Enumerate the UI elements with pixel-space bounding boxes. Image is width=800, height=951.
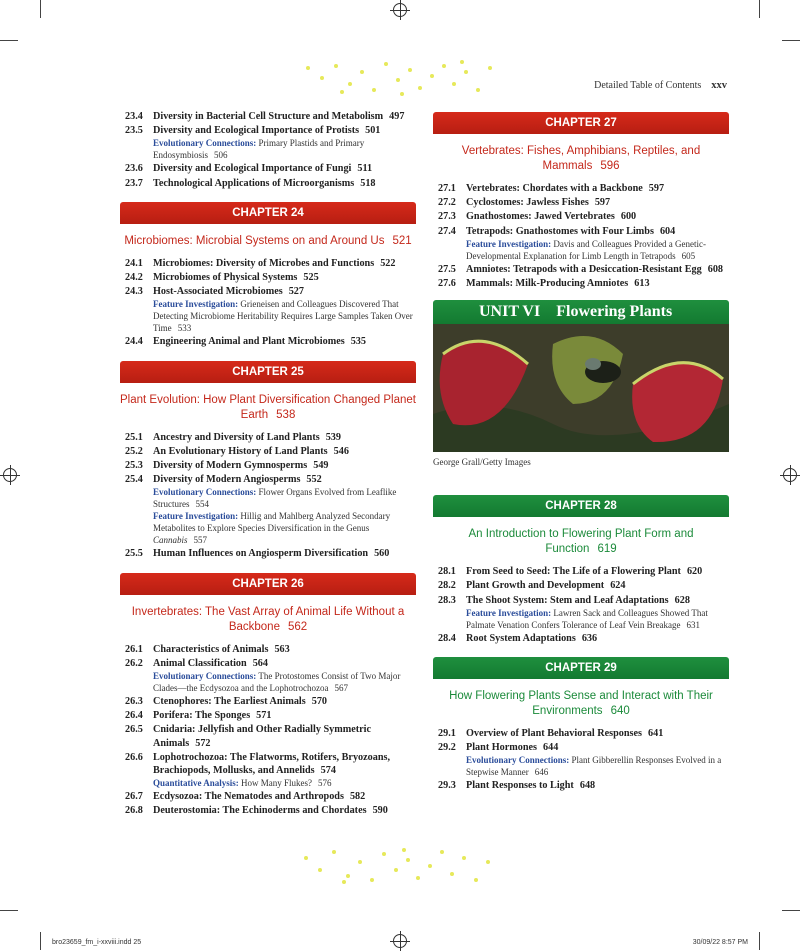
toc-entry[interactable]: 29.2 Plant Hormones 644 Evolutionary Connections: Plant Gibberellin Responses Evolved in a Stepwise Manner 646 [433,741,729,778]
page-number: xxv [711,80,727,91]
toc-entry[interactable]: 23.4 Diversity in Bacterial Cell Structure and Metabolism 497 [125,111,405,122]
chapter-27-title[interactable]: Vertebrates: Fishes, Amphibians, Reptiles, and Mammals 596 [461,145,701,172]
chapter-27-banner: CHAPTER 27 [433,112,729,134]
venus-flytrap-photo [433,324,729,452]
toc-entry[interactable]: 27.6 Mammals: Milk-Producing Amniotes 613 [438,278,650,290]
toc-entry[interactable]: 28.2 Plant Growth and Development 624 [438,580,626,592]
toc-entry[interactable]: 27.5 Amniotes: Tetrapods with a Desiccation-Resistant Egg 608 [438,263,724,275]
toc-entry[interactable]: 28.1 From Seed to Seed: The Life of a Flowering Plant 620 [438,566,703,578]
toc-entry[interactable]: 26.6 Lophotrochozoa: The Flatworms, Rotifers, Bryozoans, Brachiopods, Mollusks, and Annelids 574 Quantitative Analysis: How Many Flukes? 576 [120,751,416,789]
toc-entry[interactable]: 28.4 Root System Adaptations 636 [438,632,598,644]
toc-entry[interactable]: 23.5 Diversity and Ecological Importance of Protists 501 Evolutionary Connections: Primary Plastids and Primary Endosymbiosis 506 [120,124,416,161]
toc-entry[interactable]: 26.7 Ecdysozoa: The Nematodes and Arthropods 582 [125,791,366,803]
chapter-29-title[interactable]: How Flowering Plants Sense and Interact with Their Environments 640 [449,690,713,718]
toc-subentry: Evolutionary Connections: Primary Plastids and Primary Endosymbiosis 506 [153,138,365,161]
running-title: Detailed Table of Contents [594,80,702,91]
toc-entry[interactable]: 25.2 An Evolutionary History of Land Plants 546 [125,445,349,457]
toc-entry[interactable]: 28.3 The Shoot System: Stem and Leaf Adaptations 628 Feature Investigation: Lawren Sack and Colleagues Showed That Palmate Venation Confers Tolerance of Leaf Vein Breakage 631 [433,594,729,631]
toc-subentry: Quantitative Analysis: How Many Flukes? 576 [153,778,332,789]
toc-entry[interactable]: 26.4 Porifera: The Sponges 571 [125,710,272,722]
toc-entry[interactable]: 26.3 Ctenophores: The Earliest Animals 570 [125,696,328,708]
toc-entry[interactable]: 25.1 Ancestry and Diversity of Land Plants 539 [125,431,341,443]
toc-entry[interactable]: 24.4 Engineering Animal and Plant Microbiomes 535 [125,336,366,348]
toc-entry[interactable]: 26.8 Deuterostomia: The Echinoderms and Chordates 590 [125,805,388,817]
toc-entry[interactable]: 26.5 Cnidaria: Jellyfish and Other Radially Symmetric Animals 572 [125,724,371,749]
toc-entry[interactable]: 27.1 Vertebrates: Chordates with a Backbone 597 [438,183,665,194]
photo-caption: George Grall/Getty Images [433,457,531,468]
decorative-dots-bottom [298,846,498,886]
toc-entry[interactable]: 27.2 Cyclostomes: Jawless Fishes 597 [438,197,611,209]
toc-subentry: Evolutionary Connections: Flower Organs Evolved from Leaflike Structures 554 [153,487,397,510]
toc-entry[interactable]: 27.3 Gnathostomes: Jawed Vertebrates 600 [438,211,637,223]
toc-subentry: Evolutionary Connections: The Protostomes Consist of Two Major Clades—the Ecdysozoa and the Lophotrochozoa 567 [153,671,401,694]
chapter-28-title[interactable]: An Introduction to Flowering Plant Form and Function 619 [468,528,694,556]
chapter-25-title[interactable]: Plant Evolution: How Plant Diversification Changed Planet Earth 538 [120,393,416,421]
toc-entry[interactable]: 25.3 Diversity of Modern Gymnosperms 549 [125,460,329,472]
unit-number: UNIT VI [479,303,541,321]
toc-subentry: Feature Investigation: Grieneisen and Colleagues Discovered That Detecting Microbiome Heritability Requires Large Samples Taken Over Time 533 [153,299,413,334]
toc-entry[interactable]: 27.4 Tetrapods: Gnathostomes with Four Limbs 604 Feature Investigation: Davis and Colleagues Provided a Genetic-Developmental Explanation for Limb Length in Tetrapods 605 [433,225,729,262]
footer-date: 30/09/22 8:57 PM [692,939,748,946]
toc-entry[interactable]: 24.3 Host-Associated Microbiomes 527 Feature Investigation: Grieneisen and Colleagues Discovered That Detecting Microbiome Heritability Requires Large Samples Taken Over Time 533 [120,285,416,334]
toc-subentry: Feature Investigation: Lawren Sack and Colleagues Showed That Palmate Venation Confers Tolerance of Leaf Vein Breakage 631 [466,607,708,630]
toc-subentry: Feature Investigation: Hillig and Mahlberg Analyzed Secondary Metabolites to Explore Species Diversification in the Genus Cannabis 557 [153,511,391,546]
chapter-24-title[interactable]: Microbiomes: Microbial Systems on and Around Us 521 [124,234,412,247]
unit-banner [433,300,729,324]
chapter-26-banner: CHAPTER 26 [120,573,416,595]
toc-entry[interactable]: 29.3 Plant Responses to Light 648 [438,780,596,792]
registration-mark-right [783,468,797,482]
registration-mark-left [3,468,17,482]
right-column [433,110,729,794]
decorative-dots-top [300,58,500,98]
chapter-24-banner: CHAPTER 24 [120,202,416,224]
toc-subentry: Evolutionary Connections: Plant Gibberellin Responses Evolved in a Stepwise Manner 646 [466,755,722,778]
toc-entry[interactable]: 25.4 Diversity of Modern Angiosperms 552 Evolutionary Connections: Flower Organs Evolved from Leaflike Structures 554 Feature Investigation: Hillig and Mahlberg Analyzed Secondary Metabolites to Explore Species Diversification in the Genus Cannabis 557 [120,473,416,546]
toc-entry[interactable]: 23.6 Diversity and Ecological Importance of Fungi 511 [125,163,373,175]
toc-entry[interactable]: 26.1 Characteristics of Animals 563 [125,643,290,655]
running-header [594,80,727,91]
toc-entry[interactable]: 29.1 Overview of Plant Behavioral Responses 641 [438,728,664,740]
left-column [120,110,416,819]
registration-mark-bottom [393,934,407,948]
chapter-26-title[interactable]: Invertebrates: The Vast Array of Animal Life Without a Backbone 562 [131,605,405,633]
toc-entry[interactable]: 24.1 Microbiomes: Diversity of Microbes and Functions 522 [125,257,396,269]
toc-subentry: Feature Investigation: Davis and Colleagues Provided a Genetic-Developmental Explanation for Limb Length in Tetrapods 605 [466,238,707,261]
registration-mark-top [393,3,407,17]
toc-entry[interactable]: 23.7 Technological Applications of Microorganisms 518 [125,177,376,189]
toc-entry[interactable]: 25.5 Human Influences on Angiosperm Diversification 560 [125,548,390,560]
chapter-28-banner: CHAPTER 28 [433,495,729,517]
toc-entry[interactable]: 26.2 Animal Classification 564 Evolutionary Connections: The Protostomes Consist of Two Major Clades—the Ecdysozoa and the Lophotrochozoa 567 [120,657,416,694]
toc-entry[interactable]: 24.2 Microbiomes of Physical Systems 525 [125,272,319,284]
unit-title: Flowering Plants [556,303,673,321]
chapter-25-banner: CHAPTER 25 [120,361,416,383]
venus-flytrap-illustration [433,324,729,452]
footer-file: bro23659_fm_i-xxviii.indd 25 [52,939,142,946]
chapter-29-banner: CHAPTER 29 [433,657,729,679]
